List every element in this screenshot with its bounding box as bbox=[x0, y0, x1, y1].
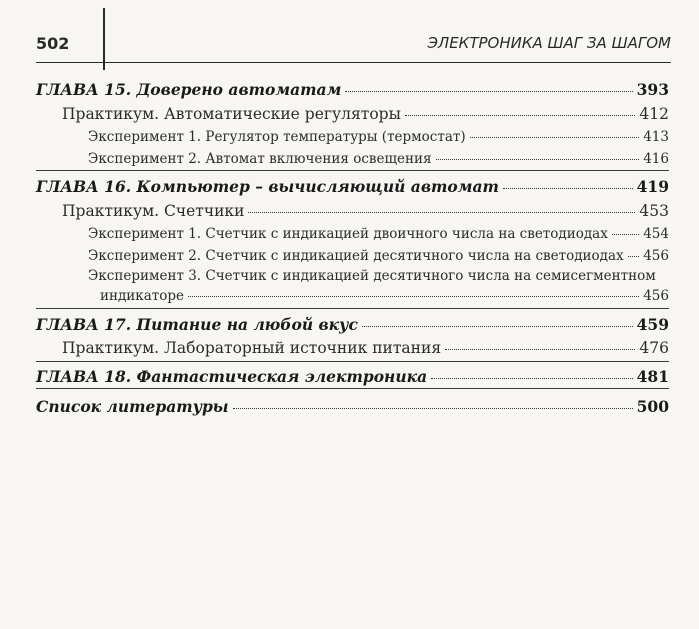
toc-entry-practicum-17[interactable] bbox=[62, 339, 669, 357]
section-divider bbox=[36, 388, 669, 389]
header-horizontal-rule bbox=[36, 62, 671, 63]
leader-dots bbox=[248, 212, 635, 213]
section-divider bbox=[36, 170, 669, 171]
toc-entry-experiment-16-1[interactable] bbox=[88, 226, 669, 242]
leader-dots bbox=[431, 378, 633, 379]
toc-entry-chapter-17[interactable] bbox=[36, 315, 669, 334]
toc-entry-title: Эксперимент 1. Счетчик с индикацией двоичного числа на светодиодах bbox=[88, 226, 608, 242]
toc-entry-page: 393 bbox=[636, 80, 669, 99]
toc-entry-practicum-15[interactable] bbox=[62, 105, 669, 123]
page-header bbox=[0, 0, 699, 70]
leader-dots bbox=[405, 115, 635, 116]
leader-dots bbox=[445, 349, 635, 350]
toc-entry-chapter-18[interactable] bbox=[36, 367, 669, 386]
toc-entry-chapter-15[interactable] bbox=[36, 80, 669, 99]
toc-entry-title: Практикум. Лабораторный источник питания bbox=[62, 339, 442, 357]
leader-dots bbox=[362, 326, 633, 327]
section-divider bbox=[36, 308, 669, 309]
toc-entry-experiment-15-2[interactable] bbox=[88, 151, 669, 167]
toc-entry-title: Список литературы bbox=[36, 397, 229, 416]
toc-entry-experiment-16-2[interactable] bbox=[88, 248, 669, 264]
toc-entry-title: Эксперимент 2. Автомат включения освещения bbox=[88, 151, 432, 167]
leader-dots bbox=[345, 91, 632, 92]
running-title: ЭЛЕКТРОНИКА ШАГ ЗА ШАГОМ bbox=[427, 34, 671, 52]
toc-entry-page: 456 bbox=[643, 288, 669, 304]
toc-entry-title: Практикум. Счетчики bbox=[62, 202, 245, 220]
toc-entry-title: Эксперимент 2. Счетчик с индикацией десятичного числа на светодиодах bbox=[88, 248, 624, 264]
toc-entry-page: 476 bbox=[639, 339, 669, 357]
toc-entry-title: ГЛАВА 15. Доверено автоматам bbox=[36, 80, 342, 99]
toc-entry-page: 413 bbox=[643, 129, 669, 145]
leader-dots bbox=[436, 159, 640, 160]
toc-entry-title: ГЛАВА 18. Фантастическая электроника bbox=[36, 367, 428, 386]
toc-entry-experiment-15-1[interactable] bbox=[88, 129, 669, 145]
toc-entry-experiment-16-3[interactable] bbox=[100, 288, 669, 304]
toc-entry-page: 500 bbox=[636, 397, 669, 416]
toc-entry-page: 419 bbox=[636, 177, 669, 196]
toc-entry-page: 416 bbox=[643, 151, 669, 167]
leader-dots bbox=[188, 296, 639, 297]
toc-entry-chapter-16[interactable] bbox=[36, 177, 669, 196]
leader-dots bbox=[612, 234, 639, 235]
toc-entry-title: ГЛАВА 17. Питание на любой вкус bbox=[36, 315, 358, 334]
toc-entry-title: индикаторе bbox=[100, 288, 185, 304]
leader-dots bbox=[233, 408, 633, 409]
leader-dots bbox=[503, 188, 633, 189]
toc-entry-page: 412 bbox=[639, 105, 669, 123]
toc-entry-page: 456 bbox=[643, 248, 669, 264]
toc-entry-title: ГЛАВА 16. Компьютер – вычисляющий автомат bbox=[36, 177, 499, 196]
toc-entry-references[interactable] bbox=[36, 397, 669, 416]
toc-entry-experiment-16-3-line1[interactable]: Эксперимент 3. Счетчик с индикацией десятичного числа на семисегментном bbox=[88, 268, 656, 284]
leader-dots bbox=[628, 256, 640, 257]
page-number: 502 bbox=[36, 34, 70, 53]
toc-entry-page: 459 bbox=[636, 315, 669, 334]
toc-entry-page: 481 bbox=[636, 367, 669, 386]
toc-entry-title: Практикум. Автоматические регуляторы bbox=[62, 105, 401, 123]
toc-entry-title: Эксперимент 1. Регулятор температуры (термостат) bbox=[88, 129, 466, 145]
toc-entry-page: 453 bbox=[639, 202, 669, 220]
toc-entry-practicum-16[interactable] bbox=[62, 202, 669, 220]
header-vertical-rule bbox=[103, 8, 105, 70]
toc-entry-page: 454 bbox=[643, 226, 669, 242]
section-divider bbox=[36, 361, 669, 362]
leader-dots bbox=[470, 137, 640, 138]
